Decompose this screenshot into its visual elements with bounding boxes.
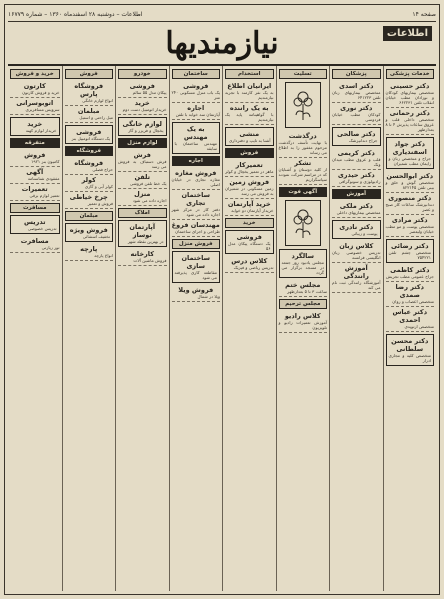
ad-body: کولر آبی و گازی — [84, 184, 113, 189]
ad-title: خرید — [27, 120, 43, 128]
classified-ad — [332, 263, 381, 293]
ad-body: رادیولوژی و سونوگرافی — [338, 179, 381, 184]
section-heading: فروش — [225, 148, 274, 158]
ad-title: خرید — [134, 99, 150, 107]
ad-body: فروش ماشین آلات — [133, 258, 167, 263]
column-7 — [62, 66, 116, 591]
ad-body: تدریس خصوصی — [27, 226, 57, 231]
ad-body: جراح دندانپزشک — [349, 138, 378, 143]
ad-body: طراحی و اجرای ساختمان — [175, 229, 220, 234]
classified-ad — [172, 168, 221, 190]
classified-ad — [279, 311, 328, 333]
ad-title: دکتر رحمانی — [389, 109, 430, 117]
ad-body: مفقودی شناسنامه — [27, 176, 60, 181]
ad-title: اجاره — [187, 104, 205, 112]
ad-title: دکتر حیدری — [337, 171, 375, 179]
ad-body: پوست و زیبائی — [351, 231, 378, 236]
ad-title: فروشی — [236, 233, 262, 241]
ad-title: فرش — [133, 151, 151, 159]
ad-title: ساختمان سازی — [181, 254, 211, 270]
classified-ad — [172, 285, 221, 302]
ad-body: مقاطعه کاری پذیرفته می شود — [174, 270, 217, 280]
ad-body: خریدار آپارتمان دو خوابه — [231, 208, 274, 213]
ad-body: متخصص اعصاب و روان — [392, 299, 434, 304]
classified-ad — [386, 265, 435, 282]
ad-body: در بهترین نقطه شهر — [127, 239, 164, 244]
ad-title: مهندسان فروغ — [171, 221, 220, 229]
classified-ad — [332, 220, 381, 239]
ad-body: ماهر در تعمیر یخچال و کولر — [225, 169, 274, 174]
dateline-bar — [8, 8, 436, 22]
classified-ad — [225, 103, 274, 125]
ad-body: مجلس یادبود روز جمعه در مسجد برگزار می گردد — [281, 260, 324, 275]
ad-body: مهندس ساختمان با سابقه — [174, 141, 217, 151]
classified-ad — [386, 282, 435, 307]
ad-title: خرید آپارتمان — [227, 200, 271, 208]
ad-body: یک خط تلفن فروشی — [129, 181, 167, 186]
ad-body: یک باب منزل مسکونی ۲۴۰ متر — [171, 90, 220, 100]
ad-body: متخصص گوش و حلق و بینی تلفن ۸۲۲۱۴۵ — [385, 180, 434, 190]
classified-ad — [172, 103, 221, 120]
ad-title: کلاس درس — [231, 257, 268, 265]
section-heading: متفرقه — [10, 138, 60, 148]
classified-ad — [279, 280, 328, 297]
ad-title: مبلمان — [77, 107, 100, 115]
ad-body: متخصص پوست و مو مطب خیابان ولیعصر — [385, 224, 434, 234]
ad-title: دکتر مرادی — [391, 216, 428, 224]
section-heading: خرید و فروش — [10, 69, 60, 79]
ad-body: ویلا در شمال — [197, 294, 220, 299]
ad-columns — [8, 66, 436, 591]
ad-title: به یک مهندس — [183, 125, 208, 141]
classified-ad — [65, 192, 114, 209]
classified-ad — [386, 215, 435, 237]
section-heading: مسافرت — [10, 203, 60, 213]
ad-body: انواع لوازم خانگی — [82, 98, 113, 103]
column-5 — [169, 66, 223, 591]
section-heading: مجلس ترحیم — [279, 299, 328, 309]
ad-body: تعمیر لوازم برقی — [29, 193, 60, 198]
classified-ad — [386, 171, 435, 193]
ad-title: به یک راننده — [229, 104, 269, 112]
ad-title: دکتر کاظمی — [390, 266, 430, 274]
classified-ad — [332, 127, 381, 146]
ad-body: پیکان مدل ۵۵ سالم — [132, 90, 167, 95]
ad-title: فروش زمین — [229, 178, 270, 186]
ad-title: سالگرد — [291, 252, 314, 260]
ad-body: جراح و متخصص زنان و زایمان مطب شمیران — [388, 156, 431, 166]
classified-ad — [225, 81, 274, 103]
ad-body: متخصص داخلی قلب و عروق ساعات پذیرش ۴ تا ۸ بعدازظهر — [385, 117, 434, 132]
ad-title: فروش ویژه — [69, 226, 108, 234]
classified-ad — [332, 201, 381, 218]
ad-body: اجاره داده می شود — [132, 198, 167, 203]
ad-title: دکتر نادری — [339, 223, 374, 231]
classified-ad — [225, 127, 274, 146]
ad-title: دکتر عباس احمدی — [392, 308, 428, 324]
classified-ad — [279, 131, 328, 158]
classified-ad — [118, 98, 167, 115]
ad-title: پارچه — [80, 245, 98, 253]
ad-title: درگذشت — [288, 132, 317, 140]
ad-title: فروشی — [76, 128, 102, 136]
ad-body: خریدار لوازم کهنه — [25, 128, 57, 133]
ad-title: منشی — [239, 130, 260, 138]
classified-ad — [10, 150, 60, 167]
classified-ad — [279, 249, 328, 278]
ad-title: دکتر اسدی — [339, 82, 374, 90]
classified-ad — [279, 158, 328, 185]
section-heading: املاک — [118, 208, 167, 218]
ad-body: متخصص ارتوپدی — [404, 324, 434, 329]
column-6 — [115, 66, 169, 591]
ad-title: دکتر جواد اسفندیاری — [392, 140, 427, 156]
classified-ad — [172, 251, 221, 283]
classified-ad — [172, 122, 221, 154]
ad-body: با گواهینامه پایه یک نیازمندیم — [225, 112, 274, 122]
ad-title: دکتر نوری — [340, 104, 373, 112]
ad-body: تخفیف استثنائی — [82, 234, 110, 239]
section-heading: خودرو — [118, 69, 167, 79]
ad-title: دکتر ابوالحسن — [386, 172, 434, 180]
ad-title: آموزش رانندگی — [343, 264, 369, 280]
ad-title: مجلس ختم — [285, 281, 321, 289]
ad-body: کامیون بنز ۱۹۲۱ — [31, 159, 60, 164]
flower-emblem-icon — [285, 82, 321, 128]
classified-ad — [225, 177, 274, 199]
ad-title: فروش — [24, 151, 46, 159]
classified-ad — [10, 98, 60, 115]
classified-ad — [332, 81, 381, 103]
classified-ad — [225, 256, 274, 273]
classified-ad — [10, 215, 60, 234]
ad-body: از کلیه دوستان و آشنایان که در مراسم شرکت نمودند سپاسگزاریم — [278, 167, 327, 182]
ad-title: دکتر منصوری — [388, 194, 432, 202]
section-heading: پزشکان — [332, 69, 381, 79]
classified-ad — [332, 148, 381, 170]
ad-title: کارتون — [23, 82, 46, 90]
ad-body: دفتر کار در مرکز شهر اجاره داده می شود — [171, 207, 220, 217]
ad-body: تدریس ریاضی و فیزیک — [233, 265, 274, 270]
classified-ad — [65, 175, 114, 192]
ad-body: آپارتمان سه خوابه با تلفن — [175, 112, 220, 117]
ad-body: ساعت ۳ تا ۵ بعدازظهر — [287, 289, 327, 294]
ad-title: آپارتمان نوساز — [129, 223, 156, 239]
section-heading: ساختمان — [172, 69, 221, 79]
classified-ad — [118, 117, 167, 136]
classified-ad — [386, 307, 435, 332]
ad-title: دکتر ملکی — [339, 202, 373, 210]
section-heading: آموزش — [332, 189, 381, 199]
classified-ad — [386, 193, 435, 215]
ad-title: اتوبوسرانی — [16, 99, 54, 107]
ad-title: کلاس رادیو — [284, 312, 321, 320]
classified-ad — [65, 81, 114, 106]
ad-title: منزل — [134, 190, 151, 198]
classified-ad — [10, 117, 60, 136]
ad-body: دندانپزشک ساعات کار صبح و عصر — [385, 202, 434, 212]
classified-ad — [118, 150, 167, 172]
ad-body: متخصص بیماریهای داخلی — [336, 210, 381, 215]
classified-ad — [118, 220, 167, 247]
section-heading: فروش منزل — [172, 239, 221, 249]
ad-body: خریدار اتومبیل دست دوم — [122, 107, 167, 112]
classified-ad — [118, 189, 167, 206]
dateline: اطلاعات – دوشنبه ۲۸ اسفندماه ۱۳۶۰ – شماره ۱۶۷۷۹ — [8, 11, 143, 18]
ad-body: متخصص بیماریهای کودکان و نوزادان مطب خیابان انقلاب تلفن ۶۶۲۲۳۱ — [385, 90, 434, 105]
ad-body: کودکان مطب خیابان فردوسی — [332, 112, 381, 122]
section-heading: مبلمان — [65, 211, 114, 221]
ad-body: جراح عمومی مطب تجریش — [385, 274, 434, 279]
classified-ad — [332, 241, 381, 263]
section-heading: آگهی فوت — [279, 187, 328, 197]
ad-body: آموزشگاه رانندگی ثبت نام می کند — [332, 280, 381, 290]
ad-body: فرش دستباف به فروش می رسد — [118, 159, 167, 169]
ad-title: دکتر رضا صمدی — [395, 283, 425, 299]
classified-ad — [172, 190, 221, 220]
classified-ad — [65, 244, 114, 261]
classified-ad — [65, 125, 114, 144]
ad-title: فروش ویلا — [178, 286, 214, 294]
classified-ad — [225, 199, 274, 216]
section-heading: خدمات پزشکی — [386, 69, 435, 79]
ad-title: تشکر — [294, 159, 312, 167]
ad-body: یک دستگاه اتومبیل بنز — [71, 136, 110, 141]
column-1 — [383, 66, 437, 591]
classified-ad — [10, 184, 60, 201]
page-label: صفحه ۱۴ — [412, 11, 436, 18]
classified-ad — [10, 81, 60, 98]
ad-body: انواع پارچه — [94, 253, 113, 258]
section-heading: فروشگاه — [65, 146, 114, 156]
ad-title: تعمیرات — [21, 185, 48, 193]
classified-ad — [386, 137, 435, 169]
ad-title: دکتر کریمی — [337, 149, 375, 157]
ad-body: آشنا به تایپ و دفترداری — [229, 138, 271, 143]
classified-ad — [118, 249, 167, 266]
classified-ad — [118, 81, 167, 98]
ad-title: کلاس زبان — [339, 242, 374, 250]
ad-body: مغازه تجاری در خیابان اصلی — [171, 177, 220, 187]
ad-title: فروش مغازه — [175, 169, 217, 177]
classified-ad — [386, 108, 435, 135]
classified-ad — [386, 334, 435, 366]
ad-body: متخصص کلیه و مجاری ادرار — [388, 353, 431, 363]
section-heading: تسلیت — [279, 69, 328, 79]
column-8 — [8, 66, 62, 591]
classified-ad — [65, 106, 114, 123]
ad-body: سرویس مسافربری — [25, 107, 60, 112]
classified-ad — [172, 220, 221, 237]
ad-body: حراج فصلی — [92, 167, 113, 172]
section-heading: خرید — [225, 218, 274, 228]
ad-body: متخصص بیماریهای زنان تلفن ۶۴۱۲۲۳ — [332, 90, 381, 100]
ad-title: کارخانه — [130, 250, 154, 258]
classified-ad — [10, 236, 60, 253]
ad-body: مبل راحتی و استیل — [79, 115, 113, 120]
ad-title: تعمیرکار — [235, 161, 263, 169]
ad-body: با نهایت تأسف درگذشت مرحوم مغفور را به اطلاع می رساند — [278, 140, 327, 155]
ad-title: چرخ خیاطی — [69, 193, 108, 201]
classified-ad — [172, 81, 221, 103]
ad-title: کولر — [81, 176, 96, 184]
classified-ad — [386, 81, 435, 108]
ad-body: یک دستگاه پیکان مدل ۵۶ — [228, 241, 271, 251]
classified-ad — [118, 172, 167, 189]
ad-title: مسافرت — [20, 237, 49, 245]
column-4 — [222, 66, 276, 591]
ad-title: فروشی — [183, 82, 209, 90]
ad-title: دکتر رضائی — [390, 242, 429, 250]
ad-body: به یک نفر کارمند با تجربه نیازمندیم — [225, 90, 274, 100]
classified-ad — [225, 160, 274, 177]
ad-title: فروشی — [129, 82, 155, 90]
ad-title: ایرانیان اطلاع — [227, 82, 272, 90]
classified-ad — [65, 158, 114, 175]
ad-body: خرید و فروش کارتون — [22, 90, 60, 95]
ad-body: قلب و عروق مطب میدان ونک — [332, 157, 381, 167]
ad-title: فروشگاه پارس — [74, 82, 104, 98]
ad-title: دکتر حسینی — [390, 82, 430, 90]
ad-title: دکتر صالحی — [337, 130, 376, 138]
ad-title: دکتر محسن سلطانی — [391, 337, 429, 353]
ad-body: یخچال و فریزر و گاز — [128, 128, 164, 133]
section-heading: لوازم منزل — [118, 138, 167, 148]
classified-ad — [10, 167, 60, 184]
classified-ad — [65, 223, 114, 242]
ad-body: آموزش تعمیرات رادیو و تلویزیون — [278, 320, 327, 330]
ad-body: تدریس خصوصی زبان انگلیسی فرانسه — [332, 250, 381, 260]
ad-body: زمین مسکونی در شمیران به فروش می رسد — [225, 186, 274, 196]
column-3 — [276, 66, 330, 591]
ad-title: تدریس — [23, 218, 46, 226]
flower-emblem-icon — [285, 200, 321, 246]
classified-ad — [332, 103, 381, 125]
ad-title: فروشگاه — [74, 159, 104, 167]
column-2 — [329, 66, 383, 591]
ad-title: لوازم خانگی — [122, 120, 162, 128]
masthead-title: نیازمندیها — [165, 25, 279, 61]
ad-title: تلفن — [134, 173, 151, 181]
ad-body: فروش و تعمیر — [87, 201, 113, 206]
ad-title: ساختمان تجاری — [181, 191, 211, 207]
ad-title: آگهی — [26, 168, 44, 176]
section-heading: فروش — [65, 69, 114, 79]
classified-ad — [332, 170, 381, 187]
section-heading: استخدام — [225, 69, 274, 79]
ad-body: متخصص چشم تلفن ۷۵۴۲۲۱ — [388, 250, 431, 260]
classified-ad — [386, 239, 435, 263]
masthead — [8, 22, 436, 66]
ad-body: تور زیارتی — [41, 245, 60, 250]
classified-ad — [225, 230, 274, 254]
section-heading: اجاره — [172, 156, 221, 166]
corner-tag: اطلاعات — [383, 26, 432, 41]
